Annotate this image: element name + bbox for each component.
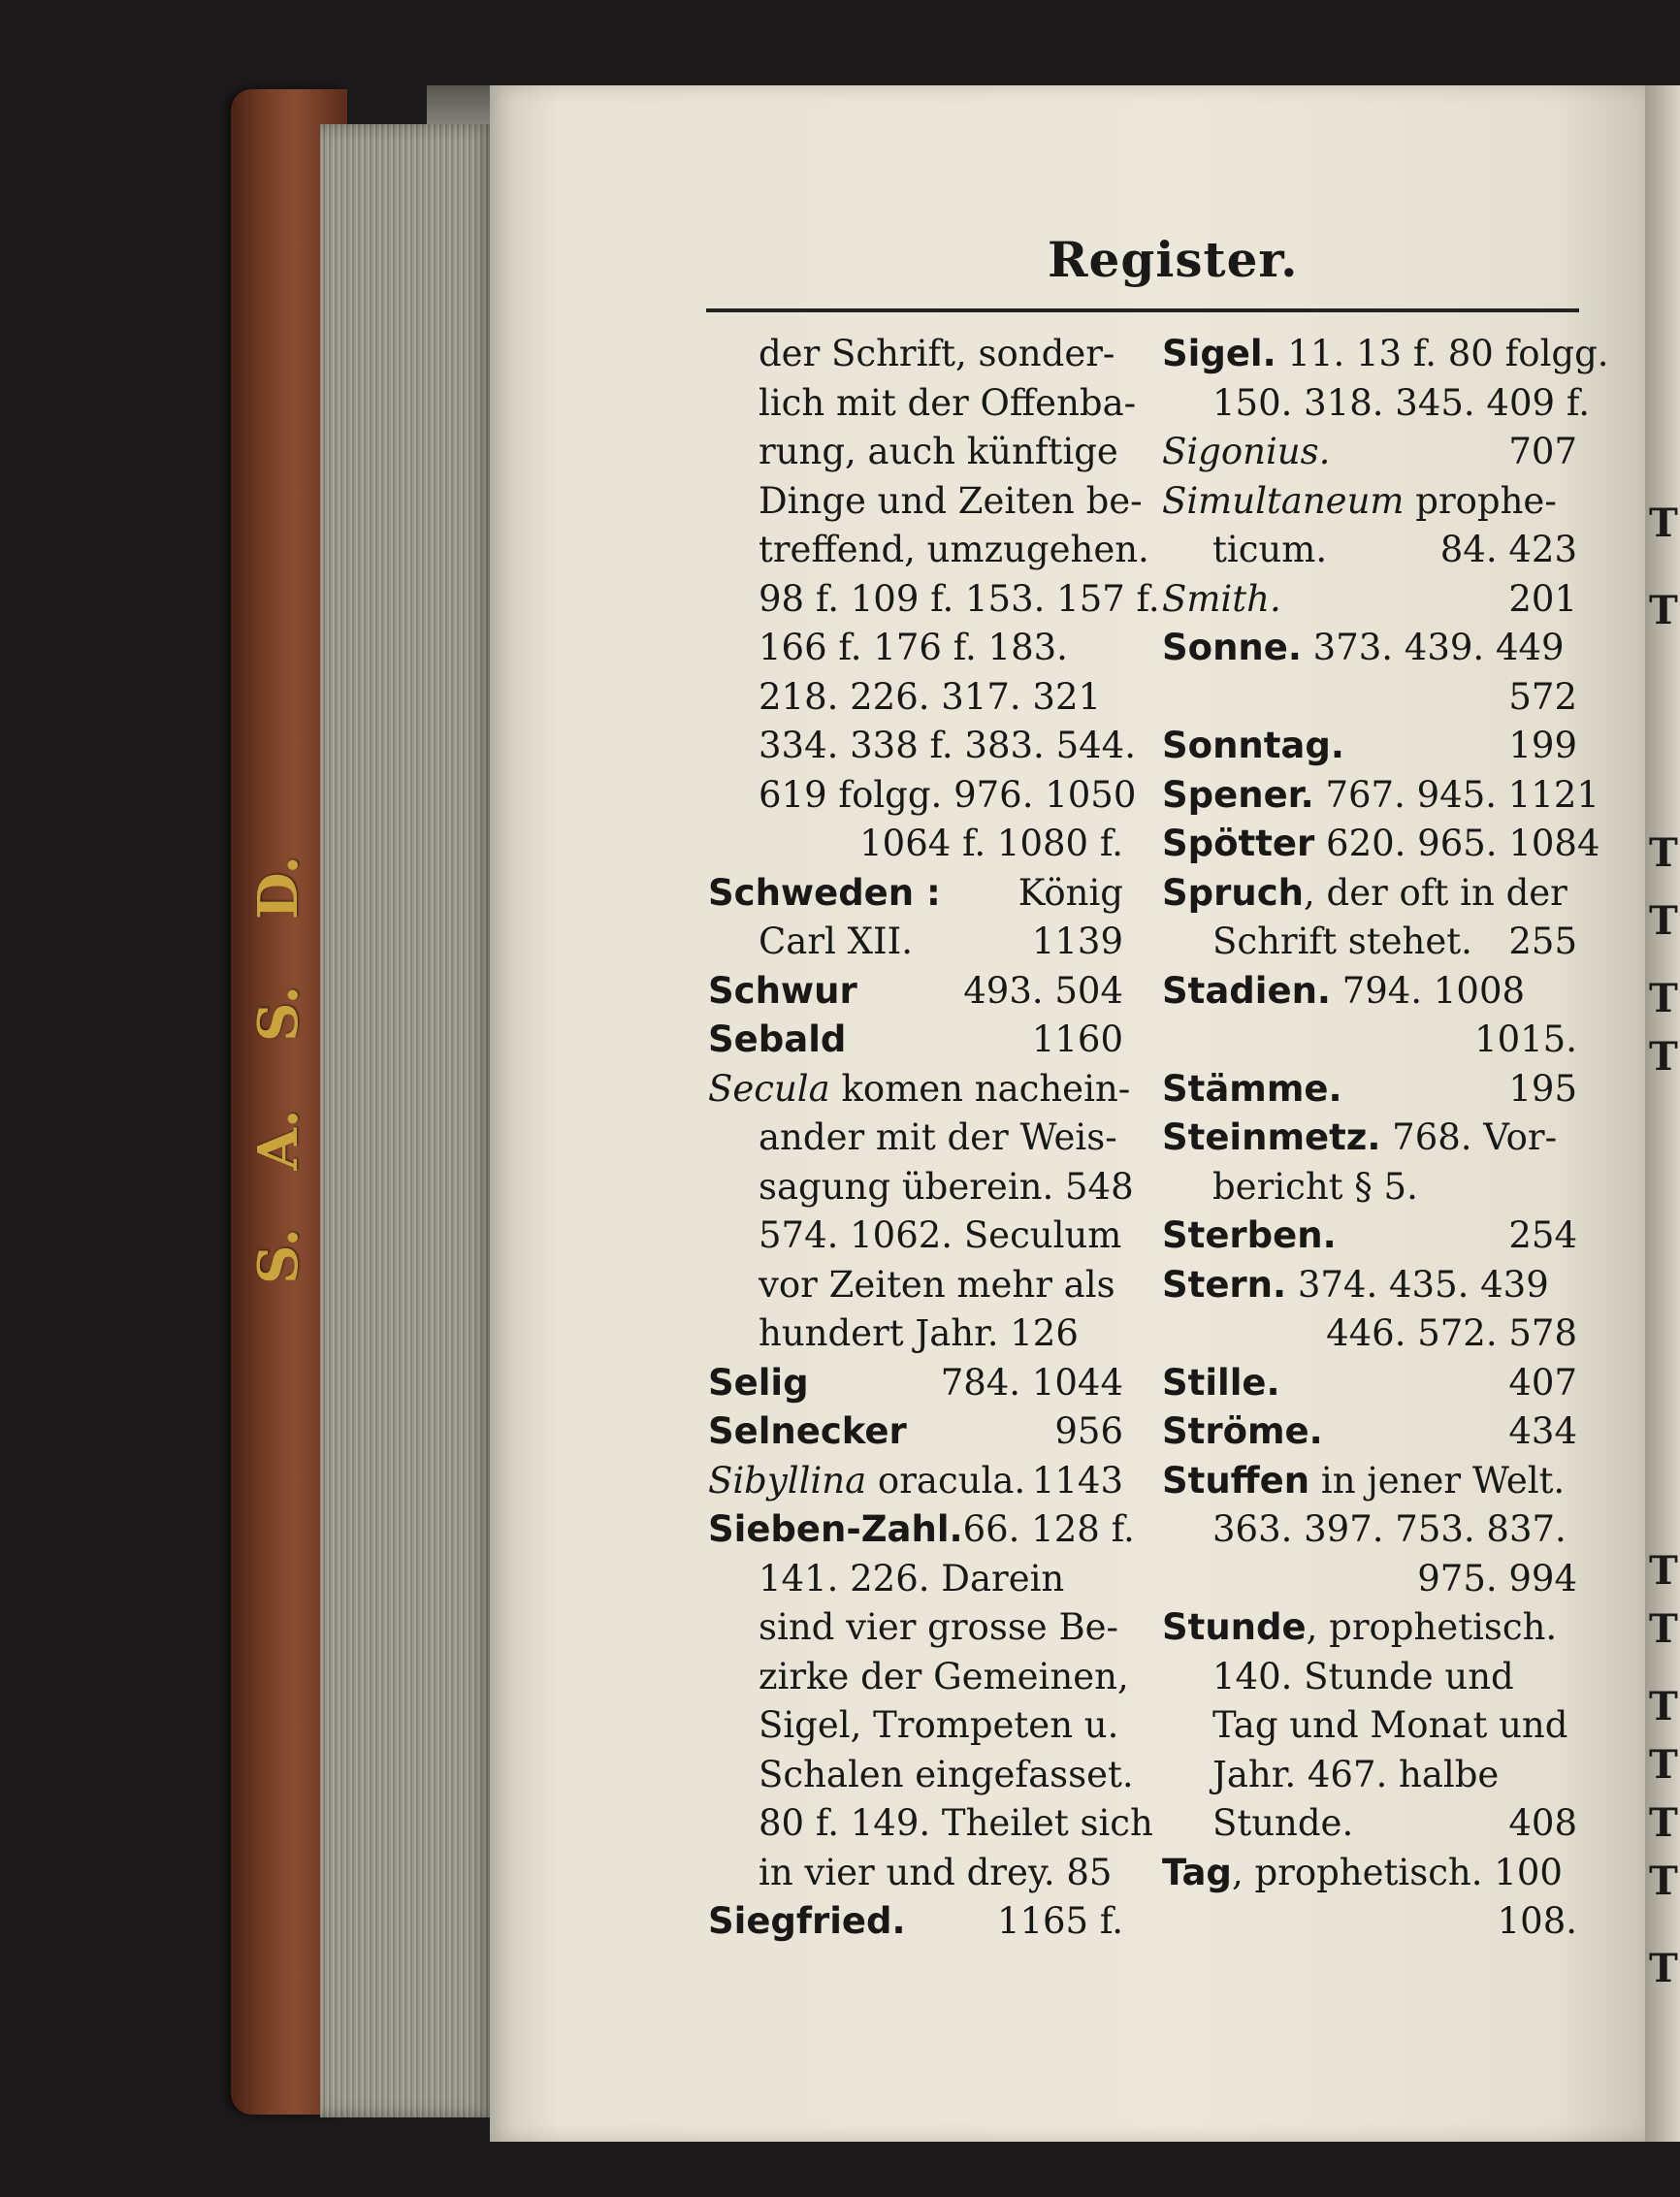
index-entry-line <box>708 722 1136 771</box>
index-term: Spruch <box>1162 871 1304 914</box>
index-entry-line <box>708 477 1143 527</box>
index-entry-line <box>1162 379 1590 429</box>
index-entry-line <box>708 1555 1123 1604</box>
index-entry-line <box>1162 1114 1577 1163</box>
index-text: der Schrift, sonder- <box>759 333 1115 374</box>
index-entry-line <box>1162 330 1609 379</box>
index-term: Siegfried. <box>708 1900 906 1942</box>
facing-page-letter: T <box>1649 976 1678 1021</box>
index-entry-line <box>1162 1261 1577 1310</box>
index-text: komen nachein- <box>829 1067 1131 1110</box>
index-entry-line <box>708 869 1123 919</box>
header-rule <box>706 308 1579 312</box>
index-column-left <box>708 330 1160 1947</box>
index-entry-line <box>1162 1603 1577 1653</box>
index-text: 446. 572. 578 <box>1326 1312 1577 1354</box>
index-text: Dinge und Zeiten be- <box>759 479 1143 522</box>
facing-page-letter: T <box>1649 1034 1678 1080</box>
spine-letter: D. <box>246 855 310 921</box>
page-title: Register. <box>1048 231 1299 288</box>
facing-page-letter: T <box>1649 1858 1678 1904</box>
index-entry-line <box>708 1849 1123 1898</box>
index-term-latin: Simultaneum <box>1162 479 1405 522</box>
index-entry-line <box>708 1457 1123 1506</box>
index-entry-line <box>1162 1065 1577 1115</box>
page-block-edges <box>320 124 495 2117</box>
index-text: 141. 226. Darein <box>759 1557 1065 1599</box>
index-text: in jener Welt. <box>1309 1459 1566 1502</box>
index-term: Ströme. <box>1162 1410 1323 1452</box>
index-entry-line <box>708 1505 1135 1555</box>
index-text: treffend, umzugehen. <box>759 529 1149 570</box>
index-term: Selig <box>708 1361 809 1404</box>
index-entry-line <box>708 1016 1123 1065</box>
page-reference: 784. 1044 <box>940 1361 1123 1404</box>
index-term: Sonne. <box>1162 627 1302 668</box>
index-text: ander mit der Weis- <box>759 1116 1117 1158</box>
index-text: 768. Vor- <box>1380 1116 1558 1158</box>
page-reference: 1165 f. <box>996 1900 1123 1942</box>
index-text: 166 f. 176 f. 183. <box>759 627 1068 668</box>
index-entry-line <box>708 673 1123 723</box>
index-text: sagung überein. 548 <box>759 1165 1134 1208</box>
page-reference: 254 <box>1508 1214 1577 1256</box>
index-term: Stern. <box>1162 1263 1287 1306</box>
page-reference: 84. 423 <box>1439 529 1577 570</box>
index-entry-line <box>1162 1163 1577 1212</box>
index-entry-line <box>1162 1849 1577 1898</box>
index-term: Schwur <box>708 969 857 1012</box>
index-entry-line <box>1162 1897 1577 1947</box>
index-text: 975. 994 <box>1417 1557 1577 1599</box>
index-entry-line <box>708 1163 1134 1212</box>
index-entry-line <box>1162 526 1577 575</box>
index-entry-line <box>708 1653 1129 1702</box>
index-term: Tag <box>1162 1851 1232 1893</box>
index-text: Stunde. <box>1212 1802 1354 1844</box>
index-term-latin: Sibyllina <box>708 1459 867 1502</box>
index-entry-line <box>1162 1653 1577 1702</box>
index-text: bericht § 5. <box>1212 1165 1418 1208</box>
page-reference: 408 <box>1508 1802 1577 1844</box>
index-entry-line <box>708 624 1123 673</box>
index-text: lich mit der Offenba- <box>759 381 1137 424</box>
index-term: Spener. <box>1162 773 1314 816</box>
index-entry-line <box>1162 1505 1577 1555</box>
facing-page-letter: T <box>1649 1548 1678 1594</box>
index-text: Jahr. 467. halbe <box>1212 1753 1500 1795</box>
facing-page-letter: T <box>1649 830 1678 876</box>
index-text: sind vier grosse Be- <box>759 1606 1119 1648</box>
index-entry-line <box>708 967 1123 1017</box>
index-entry-line <box>708 1603 1123 1653</box>
index-term: Stämme. <box>1162 1067 1342 1110</box>
index-entry-line <box>1162 1407 1577 1457</box>
facing-page-letter: T <box>1649 1742 1678 1788</box>
facing-page-letter: T <box>1649 588 1678 633</box>
index-term-latin: Smith. <box>1162 577 1281 620</box>
index-text: Schrift stehet. <box>1212 921 1472 962</box>
index-text: 1064 f. 1080 f. <box>859 823 1123 864</box>
facing-page-letter: T <box>1649 1684 1678 1729</box>
page-reference: 201 <box>1508 577 1577 620</box>
index-entry-line <box>708 428 1123 477</box>
index-text: 794. 1008 <box>1330 969 1526 1012</box>
index-text: 363. 397. 753. 837. <box>1212 1508 1567 1550</box>
index-entry-line <box>1162 918 1577 967</box>
index-entry-line <box>708 1309 1123 1359</box>
facing-page-letter: T <box>1649 1946 1678 1991</box>
index-entry-line <box>1162 1016 1577 1065</box>
index-text: Carl XII. <box>759 921 913 962</box>
facing-page-letter: T <box>1649 1606 1678 1652</box>
index-text: , prophetisch. <box>1306 1606 1558 1648</box>
index-term: Spötter <box>1162 823 1315 864</box>
spine-letter: A. <box>246 1109 310 1171</box>
index-text: zirke der Gemeinen, <box>759 1655 1129 1697</box>
index-text: Tag und Monat und <box>1212 1704 1568 1746</box>
index-text: rung, auch künftige <box>759 431 1118 472</box>
index-text: oracula. <box>866 1459 1026 1502</box>
index-text: 374. 435. 439 <box>1286 1263 1549 1306</box>
index-term: Sebald <box>708 1018 847 1060</box>
index-entry-line <box>708 820 1123 869</box>
index-entry-line <box>708 1212 1123 1261</box>
index-text: hundert Jahr. 126 <box>759 1312 1079 1354</box>
index-entry-line <box>1162 624 1577 673</box>
page-reference: 493. 504 <box>963 969 1123 1012</box>
index-text: 619 folgg. 976. 1050 <box>759 773 1137 816</box>
index-entry-line <box>708 1359 1123 1408</box>
index-entry-line <box>1162 575 1577 625</box>
index-entry-line <box>708 1114 1123 1163</box>
index-entry-line <box>1162 1751 1577 1800</box>
index-entry-line <box>708 1065 1131 1115</box>
index-term: Sonntag. <box>1162 725 1344 766</box>
index-text: 767. 945. 1121 <box>1313 773 1599 816</box>
index-text: 218. 226. 317. 321 <box>759 675 1102 718</box>
index-text: 1015. <box>1474 1018 1577 1060</box>
page-reference: 255 <box>1508 921 1577 962</box>
index-text: , prophetisch. 100 <box>1231 1851 1563 1893</box>
index-term: Sterben. <box>1162 1214 1337 1256</box>
index-entry-line <box>1162 722 1577 771</box>
index-entry-line <box>708 526 1149 575</box>
page-reference: 707 <box>1508 431 1577 472</box>
page-reference: 1139 <box>1031 921 1123 962</box>
index-text: , der oft in der <box>1304 871 1567 914</box>
index-text: 80 f. 149. Theilet sich <box>759 1802 1153 1844</box>
index-text: 11. 13 f. 80 folgg. <box>1276 333 1609 374</box>
index-text: vor Zeiten mehr als <box>759 1263 1115 1306</box>
index-column-right <box>1162 330 1609 1947</box>
facing-page-letter: T <box>1649 501 1678 546</box>
index-entry-line <box>1162 820 1600 869</box>
index-term: Stunde <box>1162 1606 1307 1648</box>
index-entry-line <box>708 330 1123 379</box>
page-reference: 1160 <box>1031 1018 1123 1060</box>
index-term: Sigel. <box>1162 333 1276 374</box>
index-entry-line <box>708 771 1137 821</box>
index-entry-line <box>708 1261 1123 1310</box>
facing-page-letter: T <box>1649 898 1678 944</box>
index-entry-line <box>1162 1457 1577 1506</box>
index-text: 574. 1062. Seculum <box>759 1214 1122 1256</box>
index-entry-line <box>708 1799 1153 1849</box>
page-reference: 434 <box>1508 1410 1577 1452</box>
index-entry-line <box>1162 1309 1577 1359</box>
index-text: Schalen eingefasset. <box>759 1753 1134 1795</box>
index-term: Stille. <box>1162 1361 1280 1404</box>
index-entry-line <box>708 1407 1123 1457</box>
index-entry-line <box>1162 1799 1577 1849</box>
index-text: 620. 965. 1084 <box>1314 823 1600 864</box>
index-term: Stadien. <box>1162 969 1331 1012</box>
index-text: 66. 128 f. <box>962 1508 1135 1550</box>
index-entry-line <box>1162 1212 1577 1261</box>
index-entry-line <box>708 1701 1123 1751</box>
index-entry-line <box>708 575 1160 625</box>
spine-letter: S. <box>246 985 310 1042</box>
page-reference: 956 <box>1054 1410 1123 1452</box>
page-reference: 199 <box>1508 725 1577 766</box>
index-term-latin: Sigonius. <box>1162 431 1331 472</box>
index-text: 334. 338 f. 383. 544. <box>759 725 1136 766</box>
index-term: Stuffen <box>1162 1459 1310 1502</box>
index-term: Schweden : <box>708 871 941 914</box>
index-text: Sigel, Trompeten u. <box>759 1704 1119 1746</box>
index-entry-line <box>1162 1555 1577 1604</box>
index-text: prophe- <box>1404 479 1557 522</box>
index-entry-line <box>708 1897 1123 1947</box>
index-entry-line <box>1162 1359 1577 1408</box>
index-entry-line <box>1162 1701 1577 1751</box>
index-entry-line <box>1162 869 1577 919</box>
index-text: 572 <box>1508 675 1577 718</box>
index-text: ticum. <box>1212 529 1328 570</box>
page-reference: 407 <box>1508 1361 1577 1404</box>
index-text: 373. 439. 449 <box>1301 627 1565 668</box>
page-reference: 1143 <box>1031 1459 1123 1502</box>
index-entry-line <box>1162 428 1577 477</box>
index-term: Steinmetz. <box>1162 1116 1381 1158</box>
index-text: 108. <box>1497 1900 1577 1942</box>
index-text: 150. 318. 345. 409 f. <box>1212 381 1590 424</box>
spine-letter: S. <box>246 1228 310 1284</box>
index-term: Sieben-Zahl. <box>708 1508 963 1550</box>
index-entry-line <box>708 1751 1134 1800</box>
index-entry-line <box>1162 477 1577 527</box>
index-text: in vier und drey. 85 <box>759 1851 1113 1893</box>
index-entry-line <box>708 379 1137 429</box>
index-text: 140. Stunde und <box>1212 1655 1514 1697</box>
index-entry-line <box>1162 967 1577 1017</box>
page-reference: König <box>1018 871 1123 914</box>
index-term: Selnecker <box>708 1410 907 1452</box>
page-reference: 195 <box>1508 1067 1577 1110</box>
facing-page-letter: T <box>1649 1800 1678 1846</box>
index-entry-line <box>708 918 1123 967</box>
index-term-latin: Secula <box>708 1067 830 1110</box>
index-entry-line <box>1162 673 1577 723</box>
index-text: 98 f. 109 f. 153. 157 f. <box>759 577 1160 620</box>
index-entry-line <box>1162 771 1599 821</box>
